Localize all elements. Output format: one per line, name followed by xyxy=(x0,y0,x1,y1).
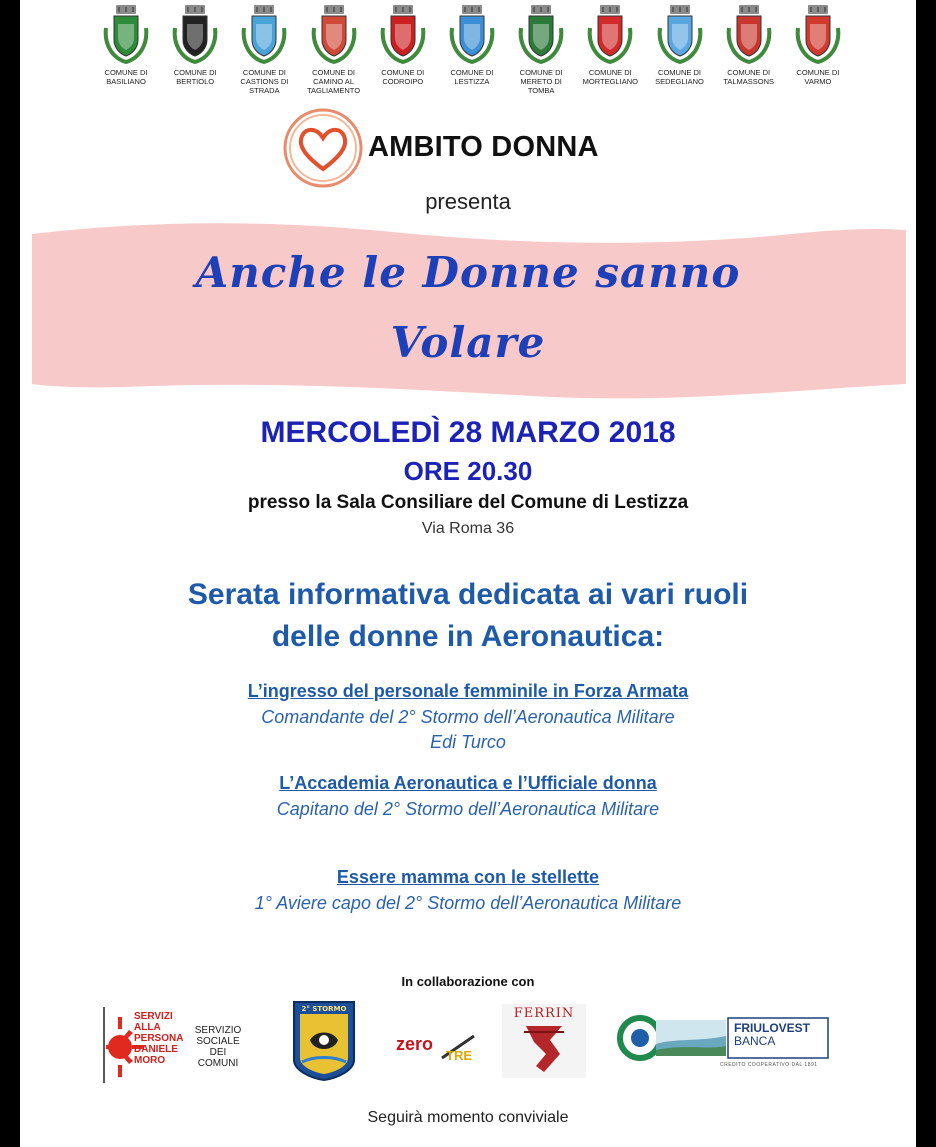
friulovest-subtitle: CREDITO COOPERATIVO DAL 1891 xyxy=(720,1062,818,1068)
ambito-donna-title: AMBITO DONNA xyxy=(368,131,599,163)
crest-9 xyxy=(646,4,714,95)
servizi-line-1: SERVIZI xyxy=(134,1011,173,1022)
crest-label: COMUNE DI SEDEGLIANO xyxy=(655,68,704,86)
talk-1-title: L’ingresso del personale femminile in Forza Armata xyxy=(247,681,689,701)
heart-logo-icon xyxy=(282,107,364,189)
crest-label: COMUNE DI CODROIPO xyxy=(381,68,425,86)
crest-11 xyxy=(784,4,852,95)
crest-3 xyxy=(230,4,298,95)
crest-8 xyxy=(576,4,644,95)
coat-of-arms-icon xyxy=(379,4,427,66)
crest-label: COMUNE DI MORTEGLIANO xyxy=(582,68,638,86)
coat-of-arms-icon xyxy=(794,4,842,66)
servizio-line-1: SERVIZIO xyxy=(194,1025,242,1036)
coat-of-arms-icon xyxy=(240,4,288,66)
stormo-badge-logo xyxy=(292,1000,356,1082)
crest-5 xyxy=(369,4,437,95)
crest-6 xyxy=(438,4,506,95)
coat-of-arms-icon xyxy=(517,4,565,66)
stormo-label: 2° STORMO xyxy=(301,1005,347,1013)
poster-page xyxy=(20,0,916,1147)
friulovest-name: FRIULOVEST xyxy=(734,1021,811,1035)
presenta-text: presenta xyxy=(425,189,511,214)
servizi-line-3: PERSONA xyxy=(134,1033,184,1044)
collaboration-label: In collaborazione con xyxy=(401,974,535,989)
ribbon-icon xyxy=(520,1022,568,1076)
crest-label: COMUNE DI LESTIZZA xyxy=(450,68,494,86)
servizi-sociali-logo xyxy=(102,1007,262,1087)
talk-1-speaker-role: Comandante del 2° Stormo dell’Aeronautica Militare xyxy=(261,707,675,727)
banner-title-line2: Volare xyxy=(390,318,546,367)
banner-title-line1: Anche le Donne sanno xyxy=(195,248,741,297)
crest-label: COMUNE DI BASILIANO xyxy=(104,68,148,86)
coat-of-arms-icon xyxy=(171,4,219,66)
footer-note: Seguirà momento conviviale xyxy=(367,1109,569,1126)
servizio-sociale-text xyxy=(192,1025,244,1069)
coat-of-arms-icon xyxy=(310,4,358,66)
crest-1 xyxy=(92,4,160,95)
municipality-crests-row xyxy=(92,4,852,95)
servizio-line-4: COMUNI xyxy=(197,1058,239,1069)
coat-of-arms-icon xyxy=(448,4,496,66)
servizio-line-3: DEI xyxy=(209,1047,227,1058)
zerotre-zero-text: zero xyxy=(396,1034,434,1054)
crest-7 xyxy=(507,4,575,95)
event-venue: presso la Sala Consiliare del Comune di Lestizza xyxy=(247,492,689,513)
talk-3-speaker-role: 1° Aviere capo del 2° Stormo dell’Aeronautica Militare xyxy=(254,893,682,913)
headline-line2: delle donne in Aeronautica: xyxy=(271,620,665,653)
talk-2-title: L’Accademia Aeronautica e l’Ufficiale donna xyxy=(279,773,657,793)
zerotre-tre-text: TRE xyxy=(446,1048,472,1063)
coat-of-arms-icon xyxy=(586,4,634,66)
pink-wave-banner xyxy=(32,214,906,402)
servizi-line-4: DANIELE xyxy=(134,1044,178,1055)
servizio-line-2: SOCIALE xyxy=(196,1036,240,1047)
event-time: ORE 20.30 xyxy=(403,456,533,486)
ferrin-name: FERRIN xyxy=(513,1006,575,1021)
event-date: MERCOLEDÌ 28 MARZO 2018 xyxy=(260,416,676,449)
crest-2 xyxy=(161,4,229,95)
crest-label: COMUNE DI BERTIOLO xyxy=(173,68,217,86)
servizi-line-2: ALLA xyxy=(134,1022,161,1033)
talk-2-speaker-role: Capitano del 2° Stormo dell’Aeronautica Militare xyxy=(276,799,660,819)
crest-label: COMUNE DI TALMASSONS xyxy=(723,68,775,86)
crest-4 xyxy=(300,4,368,95)
crest-label: COMUNE DI CASTIONS DI STRADA xyxy=(240,68,289,95)
talk-1-speaker-name: Edi Turco xyxy=(430,732,506,752)
crest-label: COMUNE DI CAMINO AL TAGLIAMENTO xyxy=(307,68,361,95)
crest-label: COMUNE DI MERETO DI TOMBA xyxy=(519,68,563,95)
ferrin-logo xyxy=(502,1004,586,1078)
crest-10 xyxy=(715,4,783,95)
servizi-line-5: MORO xyxy=(134,1055,166,1066)
friulovest-banca-logo xyxy=(616,1014,830,1076)
talk-3-title: Essere mamma con le stellette xyxy=(336,867,600,887)
coat-of-arms-icon xyxy=(102,4,150,66)
zerotre-logo xyxy=(396,1030,486,1074)
coat-of-arms-icon xyxy=(656,4,704,66)
coat-of-arms-icon xyxy=(725,4,773,66)
event-address: Via Roma 36 xyxy=(421,520,515,537)
headline-line1: Serata informativa dedicata ai vari ruoli xyxy=(187,578,749,611)
friulovest-bank: BANCA xyxy=(734,1034,776,1048)
crest-label: COMUNE DI VARMO xyxy=(796,68,840,86)
